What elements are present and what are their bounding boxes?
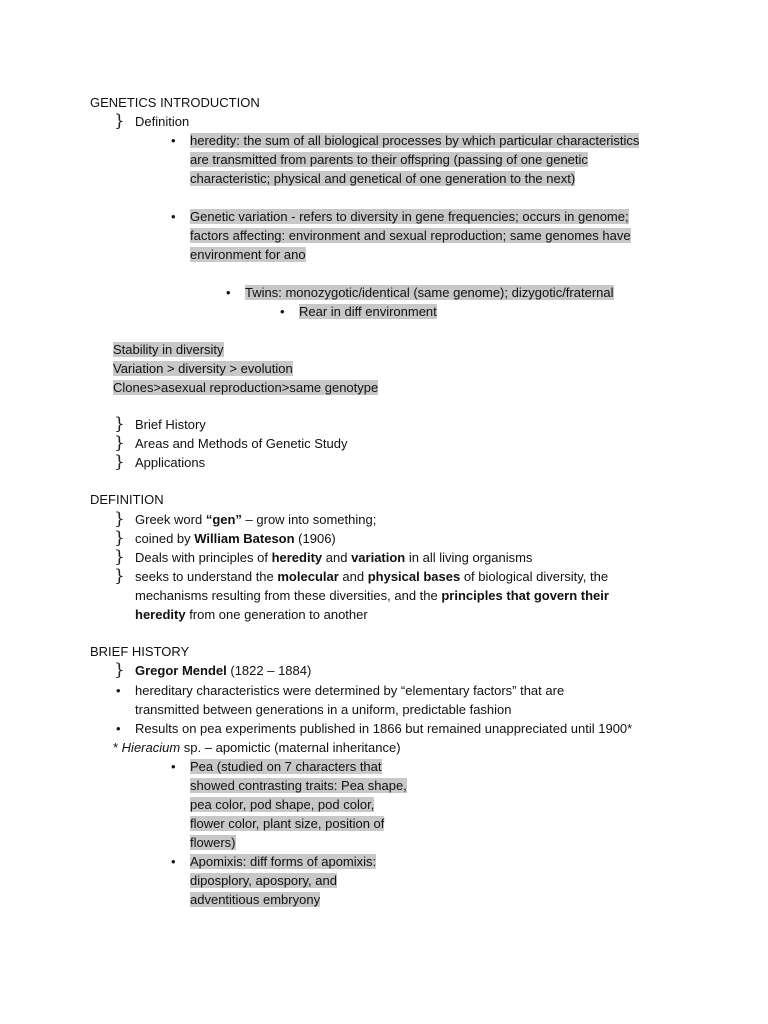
brace-bullet-icon: } — [114, 528, 125, 548]
section-heading-genetics-introduction: GENETICS INTRODUCTION — [90, 95, 260, 110]
pea-line-3: pea color, pod shape, pod color, — [190, 797, 375, 812]
history-bullet-results: Results on pea experiments published in 1866 but remained unappreciated until 1900* — [135, 721, 633, 736]
definition-item-seeks-line-1: seeks to understand the molecular and physical bases of biological diversity, the — [135, 569, 609, 584]
outline-item-areas-methods: Areas and Methods of Genetic Study — [135, 436, 348, 451]
apomixis-line-1: Apomixis: diff forms of apomixis: — [190, 854, 377, 869]
variation-line-2: factors affecting: environment and sexual reproduction; same genomes have — [190, 228, 631, 243]
history-item-mendel: Gregor Mendel (1822 – 1884) — [135, 663, 312, 678]
brace-bullet-icon: } — [114, 509, 125, 529]
heredity-line-3: characteristic; physical and genetical of one generation to the next) — [190, 171, 576, 186]
bullet-icon: • — [171, 854, 176, 869]
heredity-line-2: are transmitted from parents to their offspring (passing of one genetic — [190, 152, 588, 167]
brace-bullet-icon: } — [114, 566, 125, 586]
heredity-line-1: heredity: the sum of all biological processes by which particular characteristics — [190, 133, 640, 148]
bullet-icon: • — [116, 721, 121, 736]
bullet-icon: • — [171, 209, 176, 224]
apomixis-line-3: adventitious embryony — [190, 892, 321, 907]
stability-line-1: Stability in diversity — [113, 342, 224, 357]
bullet-icon: • — [171, 759, 176, 774]
definition-item-greek-word: Greek word “gen” – grow into something; — [135, 512, 377, 527]
history-bullet-hereditary-line-2: transmitted between generations in a uniform, predictable fashion — [135, 702, 512, 717]
pea-line-5: flowers) — [190, 835, 236, 850]
pea-line-2: showed contrasting traits: Pea shape, — [190, 778, 407, 793]
pea-line-4: flower color, plant size, position of — [190, 816, 385, 831]
outline-item-applications: Applications — [135, 455, 206, 470]
brace-bullet-icon: } — [114, 111, 125, 131]
brace-bullet-icon: } — [114, 414, 125, 434]
stability-line-3: Clones>asexual reproduction>same genotype — [113, 380, 379, 395]
bullet-icon: • — [280, 304, 285, 319]
apomixis-line-2: diposplory, apospory, and — [190, 873, 337, 888]
variation-line-1: Genetic variation - refers to diversity in gene frequencies; occurs in genome; — [190, 209, 629, 224]
stability-line-2: Variation > diversity > evolution — [113, 361, 293, 376]
variation-line-3: environment for ano — [190, 247, 306, 262]
history-note-hieracium: * Hieracium sp. – apomictic (maternal inheritance) — [113, 740, 401, 755]
section-heading-definition: DEFINITION — [90, 492, 164, 507]
rear-line: Rear in diff environment — [299, 304, 437, 319]
twins-line: Twins: monozygotic/identical (same genome); dizygotic/fraternal — [245, 285, 614, 300]
section-heading-brief-history: BRIEF HISTORY — [90, 644, 190, 659]
brace-bullet-icon: } — [114, 660, 125, 680]
definition-item-coined: coined by William Bateson (1906) — [135, 531, 336, 546]
brace-bullet-icon: } — [114, 452, 125, 472]
brace-bullet-icon: } — [114, 433, 125, 453]
bullet-icon: • — [116, 683, 121, 698]
history-bullet-hereditary-line-1: hereditary characteristics were determined by “elementary factors” that are — [135, 683, 565, 698]
outline-item-brief-history: Brief History — [135, 417, 206, 432]
bullet-icon: • — [171, 133, 176, 148]
definition-item-seeks-line-2: mechanisms resulting from these diversities, and the principles that govern their — [135, 588, 609, 603]
definition-item-principles: Deals with principles of heredity and variation in all living organisms — [135, 550, 533, 565]
brace-bullet-icon: } — [114, 547, 125, 567]
outline-item-definition: Definition — [135, 114, 190, 129]
definition-item-seeks-line-3: heredity from one generation to another — [135, 607, 368, 622]
bullet-icon: • — [226, 285, 231, 300]
pea-line-1: Pea (studied on 7 characters that — [190, 759, 382, 774]
